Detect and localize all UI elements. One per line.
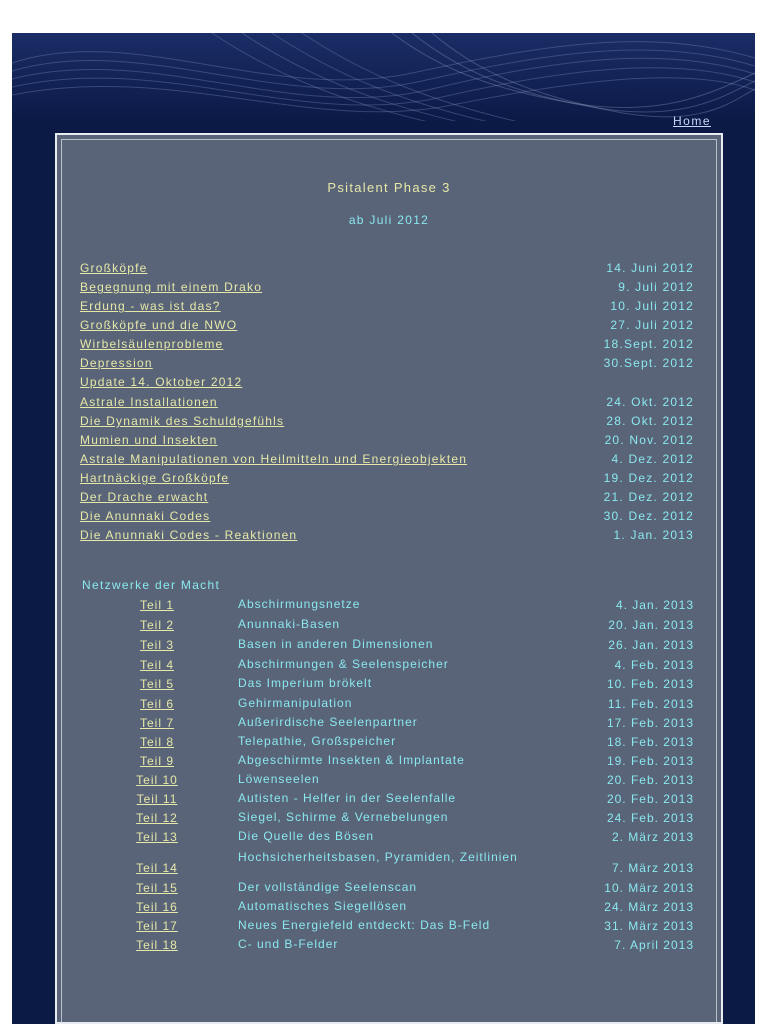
series-part-title: Neues Energiefeld entdeckt: Das B-Feld <box>238 918 491 932</box>
series-part-row <box>62 850 694 875</box>
article-link[interactable]: Update 14. Oktober 2012 <box>80 375 243 389</box>
article-row <box>80 375 694 393</box>
series-part-link[interactable]: Teil 6 <box>139 697 174 711</box>
article-link[interactable]: Erdung - was ist das? <box>80 299 221 313</box>
series-part-link[interactable]: Teil 9 <box>139 754 174 768</box>
series-part-date: 18. Feb. 2013 <box>606 735 694 749</box>
article-date: 30.Sept. 2012 <box>603 356 694 370</box>
article-row <box>80 261 694 279</box>
article-date: 28. Okt. 2012 <box>606 414 694 428</box>
home-link[interactable]: Home <box>672 114 711 128</box>
series-part-row <box>62 773 694 791</box>
article-date: 18.Sept. 2012 <box>603 337 694 351</box>
series-part-link[interactable]: Teil 10 <box>136 773 178 787</box>
article-date: 9. Juli 2012 <box>618 280 694 294</box>
series-part-link[interactable]: Teil 12 <box>136 811 178 825</box>
page-subtitle: ab Juli 2012 <box>348 213 430 227</box>
series-part-link[interactable]: Teil 14 <box>136 861 178 875</box>
article-link[interactable]: Astrale Manipulationen von Heilmitteln und Energieobjekten <box>80 452 468 466</box>
series-part-title: Autisten - Helfer in der Seelenfalle <box>238 791 457 805</box>
series-part-link[interactable]: Teil 16 <box>136 900 178 914</box>
series-part-date: 4. Jan. 2013 <box>615 598 694 612</box>
series-part-link[interactable]: Teil 17 <box>136 919 178 933</box>
series-part-date: 24. Feb. 2013 <box>606 811 694 825</box>
article-date: 10. Juli 2012 <box>610 299 694 313</box>
series-part-date: 10. März 2013 <box>604 881 694 895</box>
header-banner <box>12 33 755 127</box>
series-part-row <box>62 735 694 753</box>
article-row <box>80 318 694 336</box>
series-part-title: Hochsicherheitsbasen, Pyramiden, Zeitlinien <box>238 850 518 864</box>
series-part-date: 20. Jan. 2013 <box>608 618 694 632</box>
series-part-title: Abschirmungen & Seelenspeicher <box>238 657 449 671</box>
article-date: 24. Okt. 2012 <box>606 395 694 409</box>
series-part-row <box>62 919 694 937</box>
article-link[interactable]: Astrale Installationen <box>80 395 218 409</box>
series-part-link[interactable]: Teil 13 <box>136 830 178 844</box>
article-row <box>80 395 694 413</box>
series-part-row <box>62 830 694 848</box>
series-part-row <box>62 716 694 734</box>
series-part-row <box>62 811 694 829</box>
article-row <box>80 471 694 489</box>
series-part-title: Basen in anderen Dimensionen <box>238 637 434 651</box>
series-part-row <box>62 598 694 616</box>
series-part-date: 24. März 2013 <box>604 900 694 914</box>
article-link[interactable]: Die Anunnaki Codes - Reaktionen <box>80 528 298 542</box>
series-part-title: C- und B-Felder <box>238 937 339 951</box>
article-row <box>80 280 694 298</box>
article-row <box>80 509 694 527</box>
series-part-date: 4. Feb. 2013 <box>614 658 694 672</box>
series-part-link[interactable]: Teil 15 <box>136 881 178 895</box>
series-part-title: Siegel, Schirme & Vernebelungen <box>238 810 449 824</box>
series-part-link[interactable]: Teil 18 <box>136 938 178 952</box>
series-part-link[interactable]: Teil 8 <box>139 735 174 749</box>
series-part-date: 31. März 2013 <box>604 919 694 933</box>
series-part-link[interactable]: Teil 4 <box>139 658 174 672</box>
page-frame <box>12 33 755 1024</box>
series-part-title: Der vollständige Seelenscan <box>238 880 418 894</box>
article-date: 27. Juli 2012 <box>610 318 694 332</box>
article-date: 21. Dez. 2012 <box>603 490 694 504</box>
series-part-link[interactable]: Teil 2 <box>139 618 174 632</box>
article-date: 14. Juni 2012 <box>606 261 694 275</box>
series-part-title: Abgeschirmte Insekten & Implantate <box>238 753 465 767</box>
article-row <box>80 528 694 546</box>
article-link[interactable]: Hartnäckige Großköpfe <box>80 471 230 485</box>
series-part-row <box>62 754 694 772</box>
article-link[interactable]: Die Anunnaki Codes <box>80 509 211 523</box>
article-date: 19. Dez. 2012 <box>603 471 694 485</box>
series-part-title: Automatisches Siegellösen <box>238 899 408 913</box>
series-part-date: 19. Feb. 2013 <box>606 754 694 768</box>
series-part-title: Löwenseelen <box>238 772 320 786</box>
article-row <box>80 356 694 374</box>
article-link[interactable]: Begegnung mit einem Drako <box>80 280 263 294</box>
article-row <box>80 433 694 451</box>
series-part-link[interactable]: Teil 7 <box>139 716 174 730</box>
series-part-link[interactable]: Teil 11 <box>136 792 178 806</box>
article-date: 20. Nov. 2012 <box>604 433 694 447</box>
article-link[interactable]: Depression <box>80 356 153 370</box>
article-link[interactable]: Großköpfe <box>80 261 148 275</box>
article-row <box>80 299 694 317</box>
article-date: 4. Dez. 2012 <box>611 452 694 466</box>
series-part-title: Anunnaki-Basen <box>238 617 341 631</box>
series-part-row <box>62 658 694 676</box>
article-link[interactable]: Großköpfe und die NWO <box>80 318 238 332</box>
series-part-date: 2. März 2013 <box>611 830 694 844</box>
series-part-row <box>62 697 694 715</box>
series-part-row <box>62 900 694 918</box>
series-part-row <box>62 677 694 695</box>
series-part-link[interactable]: Teil 5 <box>139 677 174 691</box>
series-part-date: 7. April 2013 <box>614 938 694 952</box>
series-heading: Netzwerke der Macht <box>82 578 221 592</box>
series-part-date: 17. Feb. 2013 <box>606 716 694 730</box>
page-title: Psitalent Phase 3 <box>327 180 451 195</box>
series-part-row <box>62 638 694 656</box>
content-panel <box>55 133 723 1024</box>
article-row <box>80 337 694 355</box>
series-part-date: 26. Jan. 2013 <box>608 638 694 652</box>
series-part-date: 7. März 2013 <box>611 861 694 875</box>
series-part-date: 20. Feb. 2013 <box>606 792 694 806</box>
series-part-title: Außerirdische Seelenpartner <box>238 715 418 729</box>
series-part-date: 11. Feb. 2013 <box>607 697 694 711</box>
article-link[interactable]: Wirbelsäulenprobleme <box>80 337 224 351</box>
series-part-title: Das Imperium brökelt <box>238 676 373 690</box>
series-part-title: Die Quelle des Bösen <box>238 829 375 843</box>
series-part-title: Telepathie, Großspeicher <box>238 734 397 748</box>
wave-banner-graphic <box>12 33 755 127</box>
article-link[interactable]: Die Dynamik des Schuldgefühls <box>80 414 285 428</box>
series-part-title: Gehirmanipulation <box>238 696 353 710</box>
series-part-link[interactable]: Teil 3 <box>139 638 174 652</box>
article-date: 30. Dez. 2012 <box>603 509 694 523</box>
content-panel-inner <box>61 139 717 1022</box>
series-part-date: 20. Feb. 2013 <box>606 773 694 787</box>
article-row <box>80 452 694 470</box>
series-part-date: 10. Feb. 2013 <box>606 677 694 691</box>
article-link[interactable]: Der Drache erwacht <box>80 490 209 504</box>
series-part-row <box>62 881 694 899</box>
article-row <box>80 490 694 508</box>
series-part-title: Abschirmungsnetze <box>238 597 361 611</box>
series-part-row <box>62 618 694 636</box>
article-link[interactable]: Mumien und Insekten <box>80 433 218 447</box>
article-row <box>80 414 694 432</box>
series-part-row <box>62 792 694 810</box>
article-date: 1. Jan. 2013 <box>613 528 694 542</box>
series-part-link[interactable]: Teil 1 <box>139 598 174 612</box>
series-part-row <box>62 938 694 956</box>
